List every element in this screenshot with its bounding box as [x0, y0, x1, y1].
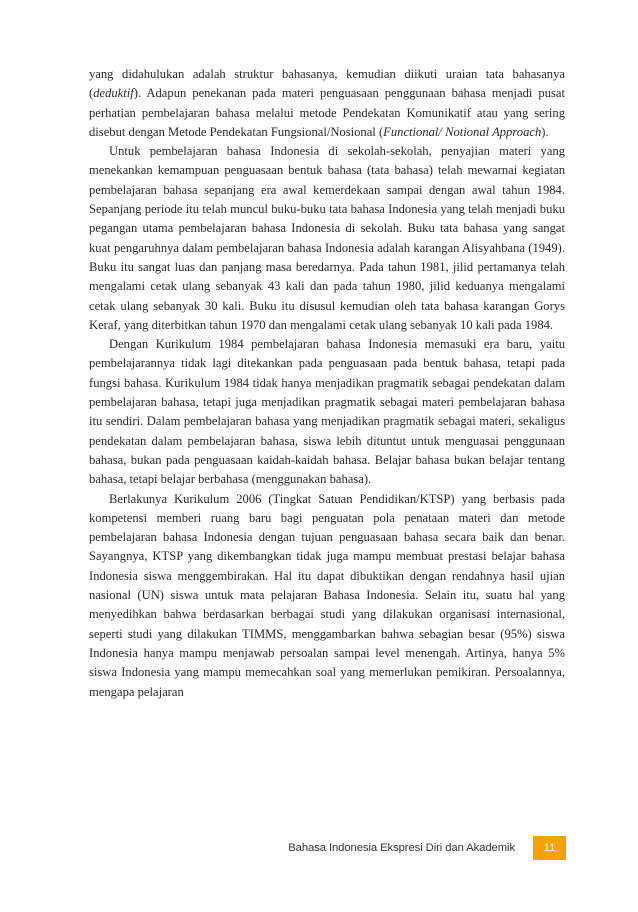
page-number: 11 [543, 842, 556, 854]
text-run: yang didahulukan adalah struktur bahasanya, kemudian diikuti uraian tata bahasanya ( [89, 67, 565, 101]
page-body [89, 65, 565, 702]
text-run: ). Adapun penekanan pada materi penguasaan penggunaan bahasa menjadi pusat perhatian pembelajaran bahasa melalui metode Pendekatan Komunikatif atau yang sering disebut dengan Metode Pendekatan Fungsional/Nosional ( [89, 86, 565, 139]
text-run: Untuk pembelajaran bahasa Indonesia di sekolah-sekolah, penyajian materi yang menekankan kemampuan penguasaan bentuk bahasa (tata bahasa) telah mewarnai kegiatan pembelajaran bahasa sepanjang era awal kemerdekaan sampai dengan awal tahun 1984. Sepanjang periode itu telah muncul buku-buku tata bahasa Indonesia yang telah menjadi buku pegangan utama pembelajaran bahasa Indonesia di sekolah. Buku tata bahasa yang sangat kuat pengaruhnya dalam pembelajaran bahasa Indonesia adalah karangan Alisyahbana (1949). Buku itu sangat luas dan panjang masa beredarnya. Pada tahun 1981, jilid pertamanya telah mengalami cetak ulang sebanyak 43 kali dan pada tahun 1980, jilid keduanya mengalami cetak ulang sebanyak 30 kali. Buku itu disusul kemudian oleh tata bahasa karangan Gorys Keraf, yang diterbitkan tahun 1970 dan mengalami cetak ulang sebanyak 10 kali pada 1984. [89, 144, 565, 332]
page-number-badge [533, 836, 566, 860]
paragraph-2 [89, 142, 565, 335]
footer-book-title: Bahasa Indonesia Ekspresi Diri dan Akademik [288, 842, 515, 854]
paragraph-4 [89, 490, 565, 702]
paragraph-1 [89, 65, 565, 142]
text-run: Berlakunya Kurikulum 2006 (Tingkat Satuan Pendidikan/KTSP) yang berbasis pada kompetensi memberi ruang baru bagi penguatan pola penataan materi dan metode pembelajaran bahasa Indonesia dengan tujuan penguasaan bahasa secara baik dan benar. Sayangnya, KTSP yang dikembangkan tidak juga mampu membuat prestasi belajar bahasa Indonesia siswa menggembirakan. Hal itu dapat dibuktikan dengan rendahnya hasil ujian nasional (UN) siswa untuk mata pelajaran Bahasa Indonesia. Selain itu, suatu hal yang menyedihkan bahwa berdasarkan berbagai studi yang dilakukan organisasi internasional, seperti studi yang dilakukan TIMMS, menggambarkan bahwa sebagian besar (95%) siswa Indonesia hanya mampu menjawab persoalan sampai level menengah. Artinya, hanya 5% siswa Indonesia yang mampu memecahkan soal yang memerlukan pemikiran. Persoalannya, mengapa pelajaran [89, 491, 565, 699]
italic-term: deduktif [93, 86, 134, 101]
page-footer [0, 836, 638, 860]
text-run: ). [541, 124, 549, 139]
text-run: Dengan Kurikulum 1984 pembelajaran bahasa Indonesia memasuki era baru, yaitu pembelajarannya tidak lagi ditekankan pada penguasaan pada bentuk bahasa, tetapi pada fungsi bahasa. Kurikulum 1984 tidak hanya menjadikan pragmatik sebagai pendekatan dalam pembelajaran bahasa, tetapi juga menjadikan pragmatik sebagai materi pembelajaran bahasa itu sendiri. Dalam pembelajaran bahasa yang menjadikan pragmatik sebagai materi, sekaligus pendekatan dalam pembelajaran bahasa, siswa lebih dituntut untuk menguasai penggunaan bahasa, bukan pada penguasaan kaidah-kaidah bahasa. Belajar bahasa bukan belajar tentang bahasa, tetapi belajar berbahasa (menggunakan bahasa). [89, 337, 565, 487]
paragraph-3 [89, 335, 565, 489]
italic-term: Functional/ Notional Approach [383, 124, 542, 139]
